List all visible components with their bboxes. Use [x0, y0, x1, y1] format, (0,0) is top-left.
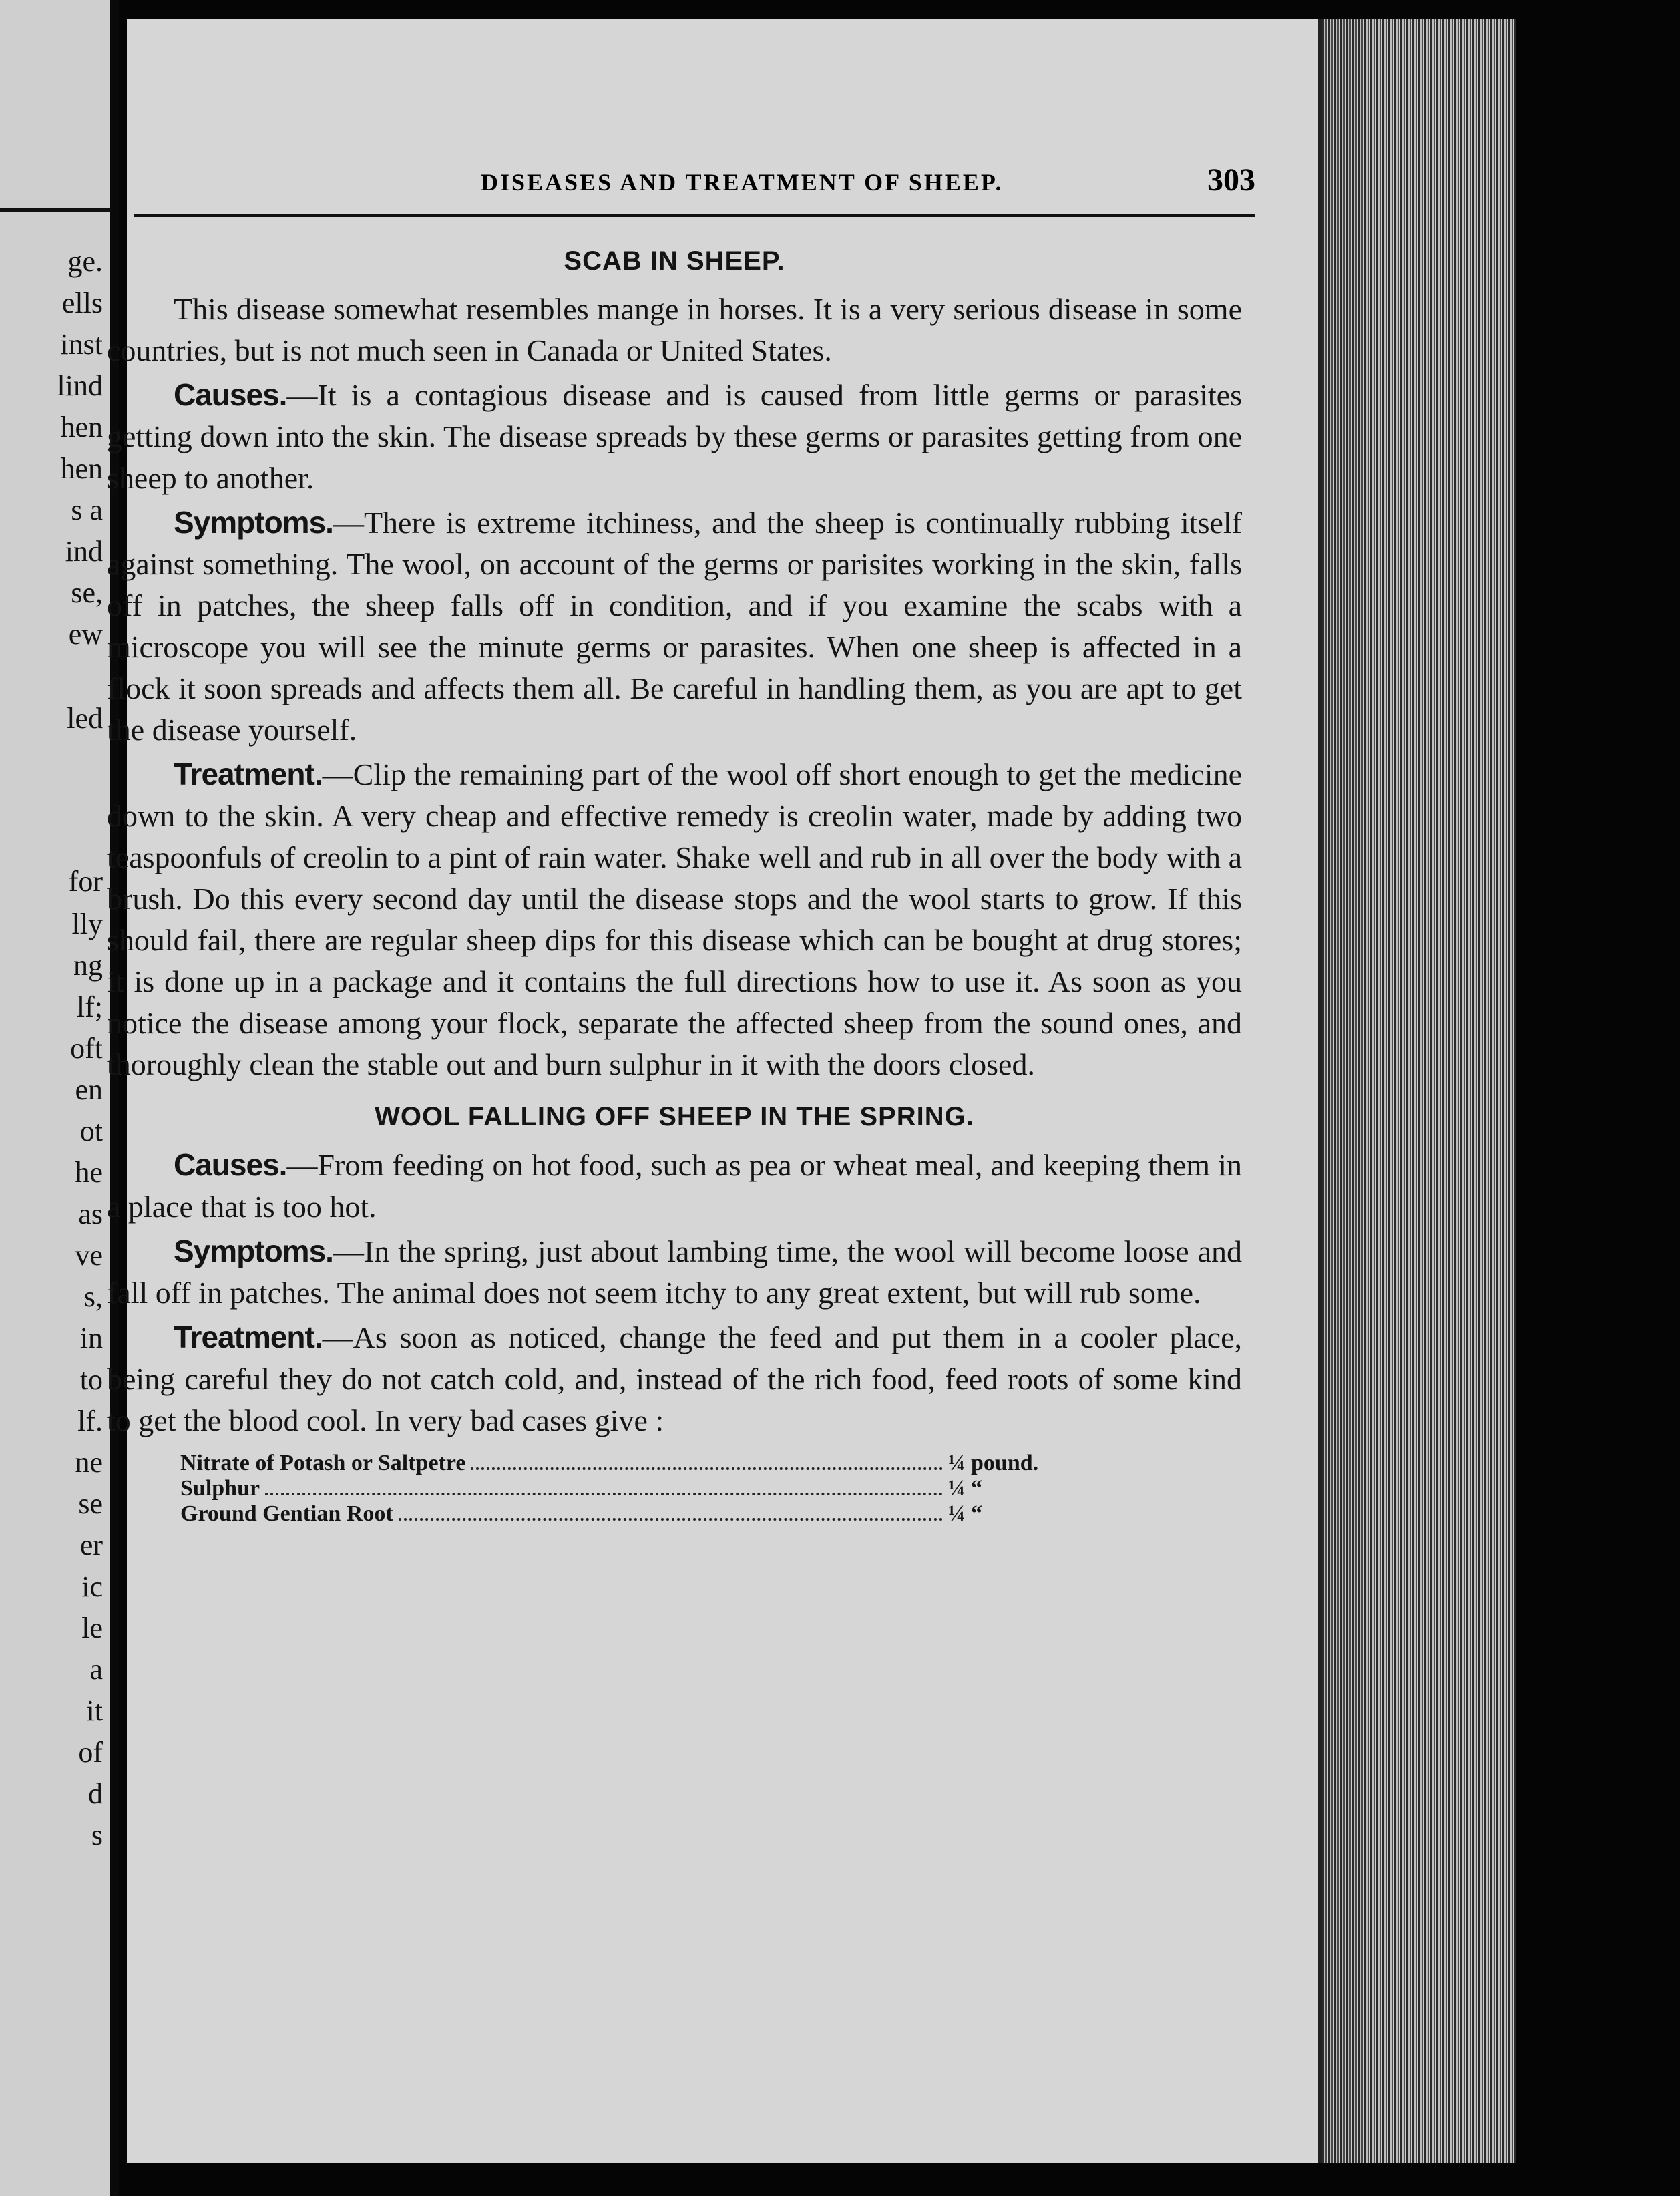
left-page-line-fragment: ind	[65, 535, 103, 568]
leader-dots	[471, 1467, 943, 1470]
symptoms-text-2: —In the spring, just about lambing time, the wool will become loose and fall off in patches. The animal does not seem itchy to any great extent, but will rub some.	[107, 1234, 1242, 1310]
left-page-line-fragment: a	[89, 1653, 103, 1686]
left-page-line-fragment: ells	[61, 287, 103, 319]
paragraph-treatment-2	[107, 1316, 1242, 1441]
paragraph-intro	[107, 289, 1242, 371]
treatment-text: —Clip the remaining part of the wool off short enough to get the medicine down to the skin. A very cheap and effective remedy is creolin water, made by adding two teaspoonfuls of creolin to a pint of rain water. Shake well and rub in all over the body with a brush. Do this every second day until the disease stops and the wool starts to grow. If this should fail, there are regular sheep dips for this disease which can be bought at drug stores; it is done up in a package and it contains the full directions how to use it. As soon as you notice the disease among your flock, separate the affected sheep from the sound ones, and thoroughly clean the stable out and burn sulphur in it with the doors closed.	[107, 757, 1242, 1081]
running-head	[134, 154, 1255, 217]
left-page-line-fragment: he	[75, 1156, 103, 1189]
recipe-quantity: ¼ “	[948, 1501, 982, 1526]
left-page-rule	[0, 208, 110, 212]
treatment-text-2: —As soon as noticed, change the feed and put them in a cooler place, being careful they do not catch cold, and, instead of the rich food, feed roots of some kind to get the blood cool. In very bad cases give :	[107, 1320, 1242, 1437]
left-page-line-fragment: it	[86, 1694, 103, 1727]
left-page-line-fragment: hen	[60, 411, 103, 443]
left-page-line-fragment: as	[78, 1198, 103, 1230]
paragraph-causes-2	[107, 1144, 1242, 1228]
left-page-line-fragment: oft	[70, 1032, 103, 1065]
section-title-wool: WOOL FALLING OFF SHEEP IN THE SPRING.	[375, 1102, 974, 1131]
left-page-line-fragment: ot	[79, 1115, 103, 1147]
leader-dots	[399, 1518, 943, 1521]
left-page-line-fragment: inst	[60, 328, 103, 361]
left-page-fragment	[0, 0, 119, 2196]
left-page-line-fragment: en	[75, 1073, 103, 1106]
left-page-line-fragment: ng	[73, 949, 103, 982]
running-title: DISEASES AND TREATMENT OF SHEEP.	[481, 169, 1004, 196]
causes-heading-2: Causes.	[174, 1147, 287, 1182]
recipe-ingredient: Sulphur	[180, 1476, 260, 1501]
recipe-row	[180, 1476, 1048, 1501]
left-page-line-fragment: lind	[57, 369, 103, 402]
left-page-line-fragment: in	[79, 1322, 103, 1354]
left-page-line-fragment: se	[78, 1487, 103, 1520]
recipe-ingredient: Nitrate of Potash or Saltpetre	[180, 1451, 466, 1475]
symptoms-heading-2: Symptoms.	[174, 1234, 333, 1268]
treatment-heading-2: Treatment.	[174, 1320, 323, 1354]
left-page-line-fragment: se,	[71, 576, 103, 609]
recipe-row	[180, 1501, 1048, 1527]
paragraph-symptoms	[107, 502, 1242, 751]
left-page-line-fragment: of	[78, 1736, 103, 1769]
left-page-line-fragment: ic	[81, 1570, 103, 1603]
treatment-heading: Treatment.	[174, 757, 323, 791]
page-body	[107, 240, 1242, 1527]
left-page-line-fragment: to	[79, 1363, 103, 1396]
left-page-line-fragment: d	[88, 1777, 103, 1810]
left-page-line-fragment: le	[81, 1612, 103, 1644]
left-page-line-fragment: er	[79, 1529, 103, 1562]
recipe-list	[180, 1451, 1048, 1527]
left-page-line-fragment: for	[68, 865, 103, 898]
left-page-line-fragment: lly	[71, 908, 103, 940]
recipe-row	[180, 1451, 1048, 1476]
symptoms-text: —There is extreme itchiness, and the sheep is continually rubbing itself against something. The wool, on account of the germs or parisites working in the skin, falls off in patches, the sheep falls off in condition, and if you examine the scabs with a microscope you will see the minute germs or parasites. When one sheep is affected in a flock it soon spreads and affects them all. Be careful in handling them, as you are apt to get the disease yourself.	[107, 506, 1242, 747]
symptoms-heading: Symptoms.	[174, 505, 333, 540]
left-page-line-fragment: s a	[71, 494, 103, 526]
paragraph-causes	[107, 374, 1242, 499]
left-page-line-fragment: lf;	[76, 990, 103, 1023]
causes-text: —It is a contagious disease and is caused from little germs or parasites getting down into the skin. The disease spreads by these germs or parasites getting from one sheep to another.	[107, 378, 1242, 495]
left-page-line-fragment: lf.	[77, 1405, 103, 1437]
left-page-line-fragment: ge.	[67, 245, 103, 278]
left-page-line-fragment: ve	[75, 1239, 103, 1272]
recipe-ingredient: Ground Gentian Root	[180, 1501, 393, 1526]
left-page-line-fragment: led	[67, 702, 103, 735]
causes-text-2: —From feeding on hot food, such as pea or wheat meal, and keeping them in a place that is too hot.	[107, 1148, 1242, 1224]
left-page-line-fragment: s	[91, 1819, 103, 1851]
recipe-quantity: ¼ “	[948, 1476, 982, 1501]
left-page-line-fragment: s,	[83, 1280, 103, 1313]
paragraph-symptoms-2	[107, 1230, 1242, 1314]
causes-heading: Causes.	[174, 377, 287, 412]
left-page-line-fragment: hen	[60, 452, 103, 485]
page-edges	[1318, 19, 1516, 2163]
recipe-quantity: ¼ pound.	[948, 1451, 1039, 1475]
left-page-line-fragment: ew	[68, 618, 103, 651]
leader-dots	[265, 1493, 943, 1495]
page-number: 303	[1207, 162, 1255, 198]
left-page-line-fragment: ne	[75, 1446, 103, 1479]
paragraph-treatment	[107, 753, 1242, 1085]
section-title-scab: SCAB IN SHEEP.	[564, 246, 785, 276]
intro-text: This disease somewhat resembles mange in horses. It is a very serious disease in some countries, but is not much seen in Canada or United States.	[107, 292, 1242, 367]
